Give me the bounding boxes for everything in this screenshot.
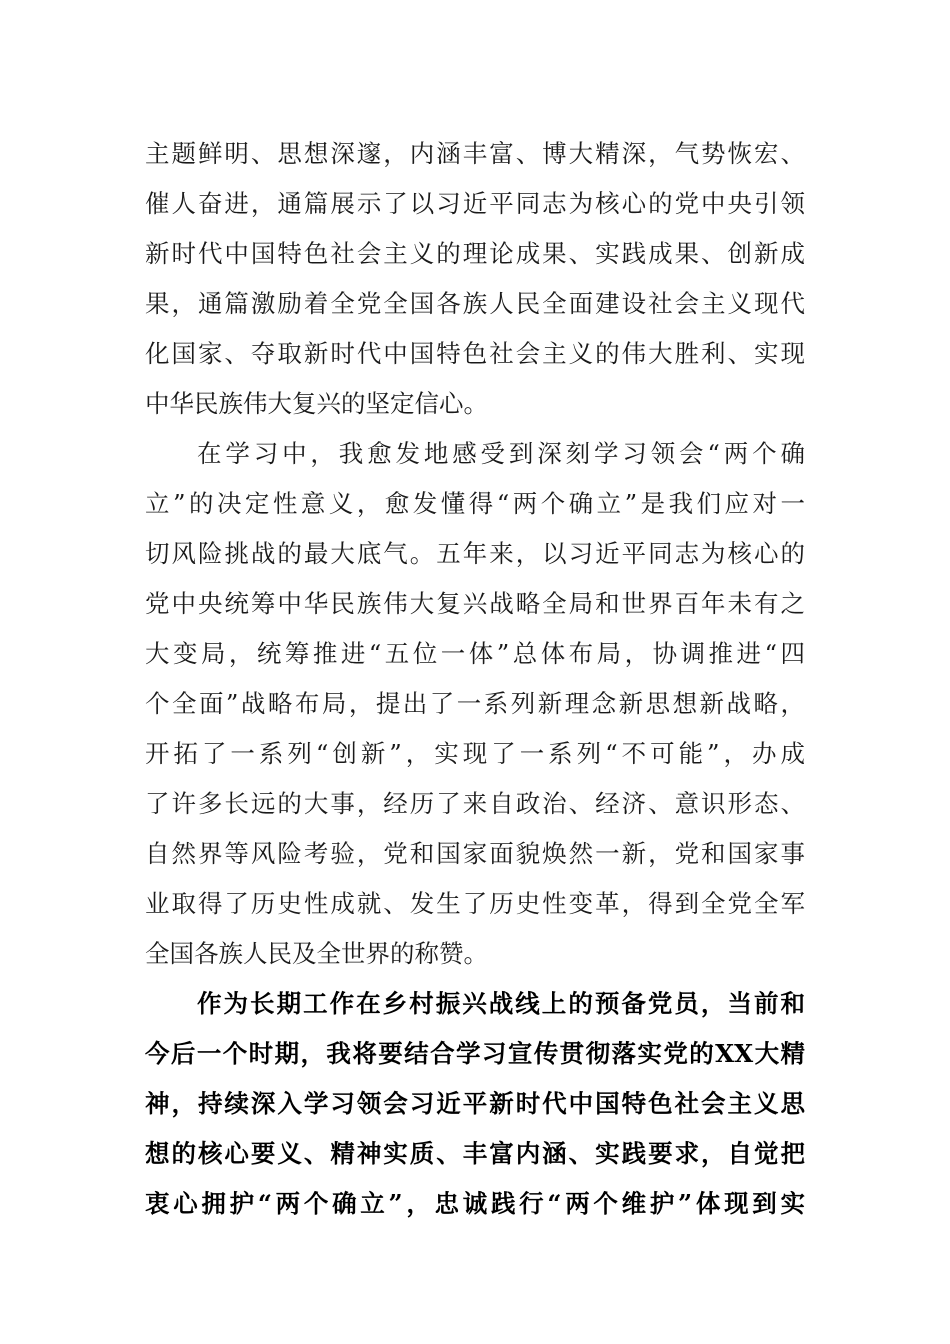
paragraph-1-line-4: 果，通篇激励着全党全国各族人民全面建设社会主义现代	[145, 289, 805, 318]
paragraph-2-line-6: 个全面”战略布局，提出了一系列新理念新思想新战略，	[145, 689, 805, 718]
paragraph-2-line-11: 全国各族人民及全世界的称赞。	[145, 939, 488, 968]
paragraph-2-line-7: 开拓了一系列“创新”，实现了一系列“不可能”，办成	[145, 739, 805, 768]
paragraph-1-line-3: 新时代中国特色社会主义的理论成果、实践成果、创新成	[145, 239, 805, 268]
paragraph-3-line-3: 神，持续深入学习领会习近平新时代中国特色社会主义思	[145, 1089, 805, 1118]
paragraph-2-line-1: 在学习中，我愈发地感受到深刻学习领会“两个确	[197, 439, 805, 468]
paragraph-3-line-1: 作为长期工作在乡村振兴战线上的预备党员，当前和	[197, 989, 805, 1018]
paragraph-2-line-4: 党中央统筹中华民族伟大复兴战略全局和世界百年未有之	[145, 589, 805, 618]
paragraph-1-line-2: 催人奋进，通篇展示了以习近平同志为核心的党中央引领	[145, 189, 805, 218]
paragraph-1-line-1: 主题鲜明、思想深邃，内涵丰富、博大精深，气势恢宏、	[145, 139, 805, 168]
paragraph-1-line-5: 化国家、夺取新时代中国特色社会主义的伟大胜利、实现	[145, 339, 805, 368]
paragraph-2-line-8: 了许多长远的大事，经历了来自政治、经济、意识形态、	[145, 789, 805, 818]
paragraph-2-line-2: 立”的决定性意义，愈发懂得“两个确立”是我们应对一	[145, 489, 805, 518]
paragraph-3-line-5: 衷心拥护“两个确立”，忠诚践行“两个维护”体现到实	[145, 1189, 805, 1218]
paragraph-2-line-10: 业取得了历史性成就、发生了历史性变革，得到全党全军	[145, 889, 805, 918]
paragraph-1-line-6: 中华民族伟大复兴的坚定信心。	[145, 389, 488, 418]
paragraph-2-line-9: 自然界等风险考验，党和国家面貌焕然一新，党和国家事	[145, 839, 805, 868]
paragraph-3-line-4: 想的核心要义、精神实质、丰富内涵、实践要求，自觉把	[145, 1139, 805, 1168]
paragraph-2-line-5: 大变局，统筹推进“五位一体”总体布局，协调推进“四	[145, 639, 805, 668]
paragraph-2-line-3: 切风险挑战的最大底气。五年来，以习近平同志为核心的	[145, 539, 805, 568]
paragraph-3-line-2: 今后一个时期，我将要结合学习宣传贯彻落实党的XX大精	[145, 1039, 805, 1068]
